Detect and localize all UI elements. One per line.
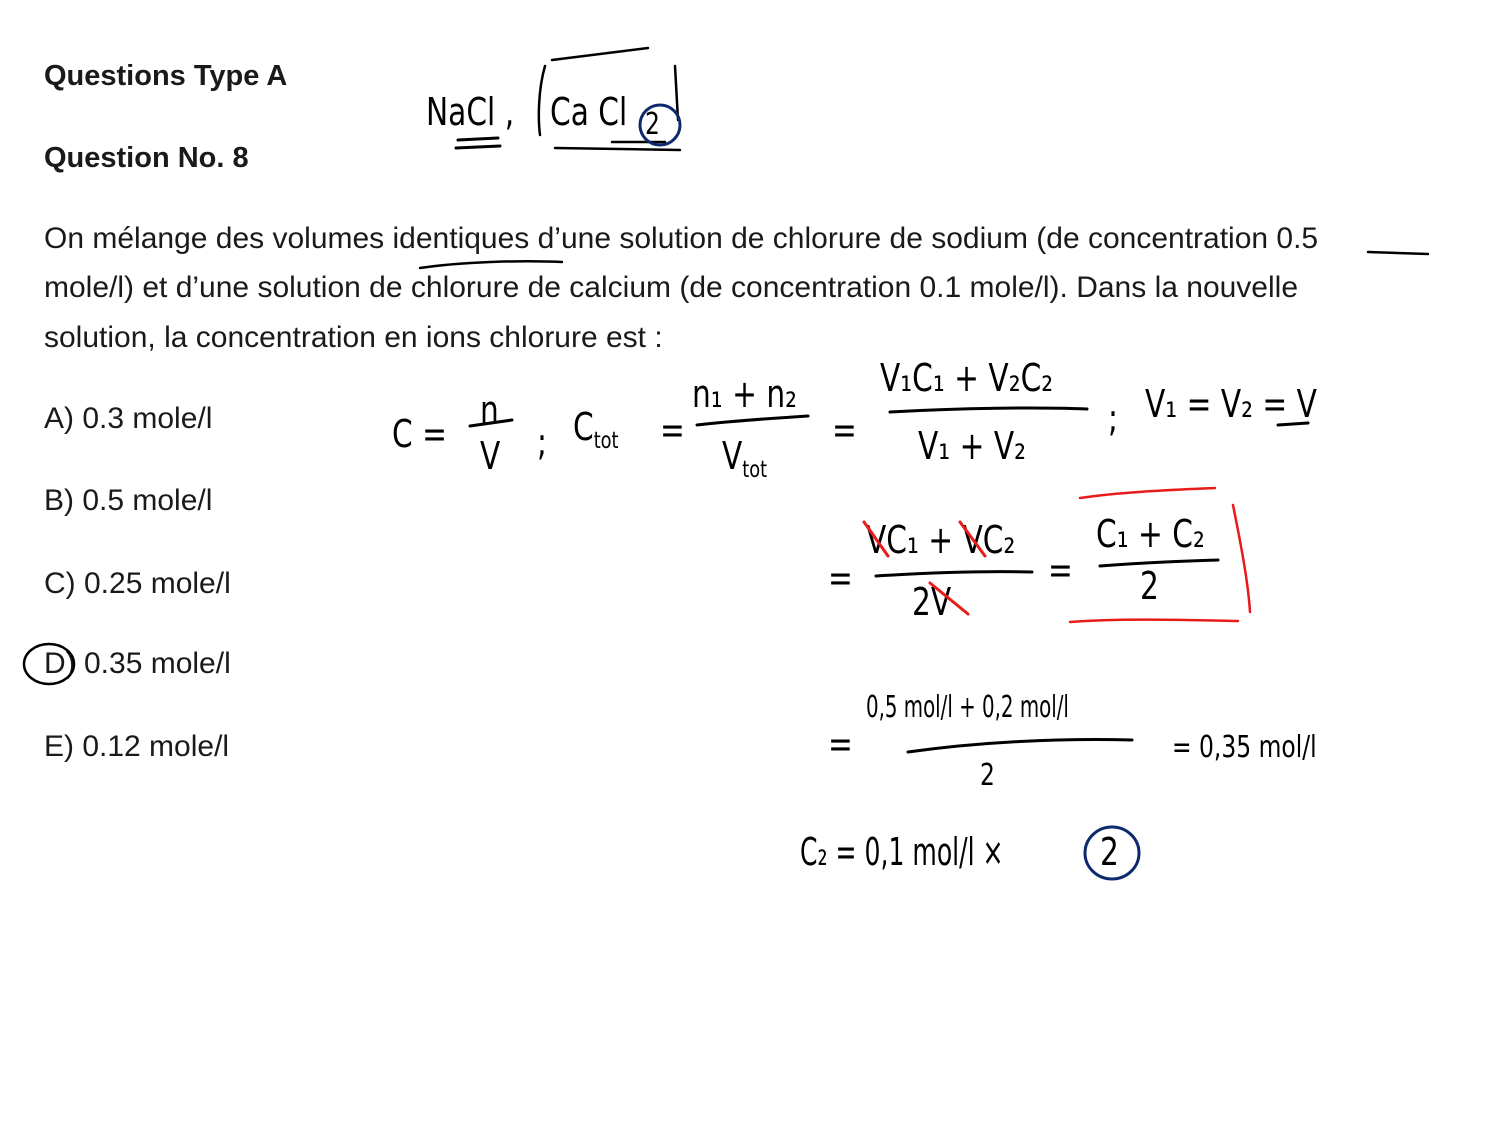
option-b: B) 0.5 mole/l [44, 484, 213, 517]
option-a: A) 0.3 mole/l [44, 402, 213, 435]
question-title: Question No. 8 [44, 142, 249, 174]
option-d: D) 0.35 mole/l [44, 647, 231, 680]
nacl-underline [456, 138, 500, 148]
hw-ctot-c: C [573, 405, 594, 449]
frac-bar [697, 416, 808, 425]
hw-num2: V₁C₁ + V₂C₂ [880, 356, 1054, 400]
hw-cacl: Ca Cl [550, 90, 628, 134]
frac-bar [876, 572, 1032, 576]
hw-sep2: ; [1108, 396, 1118, 440]
hw-cacl-index: 2 [645, 107, 660, 142]
hw2-num2: C₁ + C₂ [1096, 512, 1205, 556]
question-line-3: solution, la concentration en ions chlorure est : [44, 321, 663, 354]
hw-nacl: NaCl , [426, 90, 515, 134]
hw3-result: = 0,35 mol/l [1172, 730, 1317, 765]
hw-den2: V₁ + V₂ [918, 424, 1027, 468]
hw2-den: 2V [912, 580, 952, 624]
hw-vv: V₁ = V₂ = V [1145, 382, 1317, 426]
hw3-num: 0,5 mol/l + 0,2 mol/l [866, 690, 1069, 725]
hw-v: V [480, 434, 501, 478]
hw-den1-sub: tot [742, 456, 768, 483]
hw2-eq2: = [1048, 548, 1073, 592]
hw-c-eq: C = [392, 412, 447, 456]
frac-bar [1100, 560, 1218, 566]
hw-num1: n₁ + n₂ [692, 372, 798, 416]
hw4-factor: 2 [1100, 830, 1119, 874]
hw2-den2: 2 [1140, 564, 1159, 608]
hw-sep: ; [537, 420, 547, 464]
hw3-den: 2 [980, 758, 995, 793]
hw4-text: C₂ = 0,1 mol/l × [800, 830, 1004, 874]
hw3-eq: = [828, 722, 853, 766]
hw-ctot [573, 405, 619, 454]
hw-n: n [480, 388, 499, 432]
option-c: C) 0.25 mole/l [44, 567, 231, 600]
question-line-2: mole/l) et d’une solution de chlorure de calcium (de concentration 0.1 mole/l). Dans la nouvelle [44, 271, 1299, 304]
question-line-1: On mélange des volumes identiques d’une solution de chlorure de sodium (de concentration 0.5 [44, 222, 1319, 255]
hw-eq: = [660, 408, 685, 452]
hw2-eq: = [828, 556, 853, 600]
option-e: E) 0.12 mole/l [44, 730, 230, 763]
section-title: Questions Type A [44, 60, 288, 92]
frac-bar [890, 408, 1087, 412]
concentration-underline [1368, 252, 1428, 254]
hw-den1 [722, 434, 767, 483]
hw-den1-v: V [722, 434, 743, 478]
hw-eq2: = [832, 408, 857, 452]
hw-ctot-sub: tot [593, 427, 619, 454]
frac-bar [908, 740, 1132, 753]
hw2-num: VC₁ + VC₂ [866, 518, 1016, 562]
identiques-underline [420, 261, 562, 268]
